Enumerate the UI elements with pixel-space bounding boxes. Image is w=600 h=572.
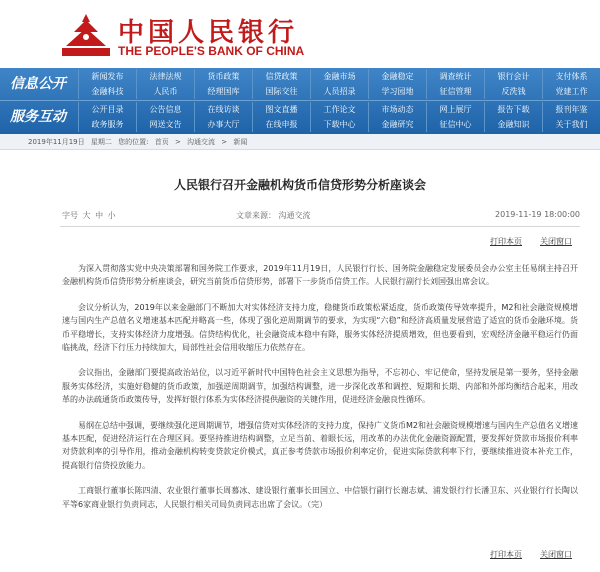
nav-link[interactable]: 新闻发布 (78, 69, 136, 84)
nav-links (78, 102, 600, 133)
article-paragraph: 会议指出，金融部门要提高政治站位，以习近平新时代中国特色社会主义思想为指导，不忘初心、牢记使命，坚持发展是第一要务，坚持金融服务实体经济，实施好稳健的货币政策，加强逆周期调节，加强结构调整，进一步深化改革和调控、短期和长期、内部和外部均衡结合起来，用改革的办法疏通货币政策传导，发挥好银行体系为实体经济提供融资的关键作用，促进经济金融良性循环。 (62, 368, 578, 405)
font-size-large[interactable]: 大 (82, 211, 91, 220)
breadcrumb-separator: > (174, 138, 181, 146)
current-date: 2019年11月19日 (28, 138, 85, 146)
current-weekday: 星期二 (90, 138, 112, 146)
site-header (0, 0, 600, 68)
breadcrumb-separator: > (221, 138, 228, 146)
article-meta (60, 210, 580, 224)
nav-link[interactable]: 经理国库 (194, 84, 252, 99)
nav-links (78, 69, 600, 100)
nav-link[interactable]: 银行会计 (484, 69, 542, 84)
nav-link[interactable]: 在线申报 (252, 117, 310, 132)
nav-link[interactable]: 报告下载 (484, 102, 542, 117)
nav-link[interactable]: 金融知识 (484, 117, 542, 132)
article-title: 人民银行召开金融机构货币信贷形势分析座谈会 (173, 178, 426, 192)
nav-link[interactable]: 征信中心 (426, 117, 484, 132)
nav-link[interactable]: 调查统计 (426, 69, 484, 84)
nav-link[interactable]: 关于我们 (542, 117, 600, 132)
article-actions-top (0, 236, 600, 248)
article-datetime: 2019-11-19 18:00:00 (495, 210, 580, 219)
font-size-label: 字号 (62, 211, 78, 220)
source-label: 文章来源： (236, 211, 276, 220)
nav-link[interactable]: 人员招录 (310, 84, 368, 99)
print-page-link[interactable]: 打印本页 (490, 550, 522, 559)
nav-group-title: 服务互动 (10, 109, 66, 125)
article-paragraph: 会议分析认为，2019年以来金融部门不断加大对实体经济支持力度，稳健货币政策松紧适度，货币政策传导效率提升，M2和社会融资规模增速与国内生产总值名义增速基本匹配并略高一些，体现了强化逆周期调节的要求，为实现“六稳”和经济高质量发展营造了适宜的货币金融环境。货币平稳增长，支持实体经济力度增强。信贷结构优化，社会融资成本稳中有降，服务实体经济提质增效，但也要看到，宏观经济金融平稳运行仍面临挑战，经济下行压力持续加大，局部性社会信用收缩压力依然存在。 (62, 302, 578, 353)
breadcrumb (28, 134, 251, 150)
article-source (236, 210, 311, 221)
nav-link[interactable]: 党建工作 (542, 84, 600, 99)
breadcrumb-news[interactable]: 新闻 (233, 138, 248, 146)
nav-link[interactable]: 金融稳定 (368, 69, 426, 84)
nav-link[interactable]: 金融市场 (310, 69, 368, 84)
location-label: 您的位置: (118, 138, 149, 146)
nav-group-title: 信息公开 (10, 76, 66, 92)
nav-link[interactable]: 工作论文 (310, 102, 368, 117)
nav-link[interactable]: 学习园地 (368, 84, 426, 99)
pboc-emblem-icon (60, 12, 112, 58)
breadcrumb-bar (0, 134, 600, 150)
brand-name-en: THE PEOPLE'S BANK OF CHINA (118, 44, 305, 58)
nav-link[interactable]: 下载中心 (310, 117, 368, 132)
brand-name-cn: 中国人民银行 (118, 18, 299, 48)
nav-link[interactable]: 国际交往 (252, 84, 310, 99)
nav-link[interactable]: 人民币 (136, 84, 194, 99)
font-size-small[interactable]: 小 (107, 211, 116, 220)
nav-link[interactable]: 支付体系 (542, 69, 600, 84)
nav-link[interactable]: 货币政策 (194, 69, 252, 84)
article-paragraph: 工商银行董事长陈四清、农业银行董事长周慕冰、建设银行董事长田国立、中信银行副行长谢志斌、浦发银行行长潘卫东、兴业银行行长陶以平等6家商业银行负责同志，人民银行相关司局负责同志出席了会议。（完） (62, 486, 578, 509)
nav-link[interactable]: 征信管理 (426, 84, 484, 99)
main-nav (0, 68, 600, 134)
print-page-link[interactable]: 打印本页 (490, 237, 522, 246)
source-value: 沟通交流 (278, 211, 311, 220)
nav-link[interactable]: 图文直播 (252, 102, 310, 117)
breadcrumb-communication[interactable]: 沟通交流 (187, 138, 216, 146)
nav-link[interactable]: 政务服务 (78, 117, 136, 132)
nav-link[interactable]: 信贷政策 (252, 69, 310, 84)
nav-link[interactable]: 网送文告 (136, 117, 194, 132)
close-window-link[interactable]: 关闭窗口 (540, 237, 572, 246)
article-actions-bottom (0, 549, 600, 561)
nav-row-info (0, 68, 600, 101)
nav-link[interactable]: 在线访谈 (194, 102, 252, 117)
nav-link[interactable]: 公告信息 (136, 102, 194, 117)
nav-link[interactable]: 市场动态 (368, 102, 426, 117)
nav-link[interactable]: 金融研究 (368, 117, 426, 132)
divider (60, 226, 580, 227)
font-size-switcher (60, 210, 116, 221)
breadcrumb-home[interactable]: 首页 (154, 138, 169, 146)
nav-link[interactable]: 法律法规 (136, 69, 194, 84)
article-body (62, 262, 578, 523)
nav-link[interactable]: 办事大厅 (194, 117, 252, 132)
close-window-link[interactable]: 关闭窗口 (540, 550, 572, 559)
nav-link[interactable]: 报刊年鉴 (542, 102, 600, 117)
article-paragraph: 易纲在总结中强调，要继续强化逆周期调节，增强信贷对实体经济的支持力度，保持广义货币M2和社会融资规模增速与国内生产总值名义增速基本匹配，促进经济运行在合理区间。要坚持推进结构调整，立足当前、着眼长远，用改革的办法优化金融资源配置，要发挥好贷款市场报价利率对贷款利率的引导作用，推动金融机构转变贷款定价模式，真正参考贷款市场报价利率定价，促进实际贷款利率下行，要继续推进资本补充工作，提高银行信贷投放能力。 (62, 420, 578, 470)
nav-link[interactable]: 公开目录 (78, 102, 136, 117)
nav-link[interactable]: 反洗钱 (484, 84, 542, 99)
article-paragraph: 为深入贯彻落实党中央决策部署和国务院工作要求，2019年11月19日，人民银行行长、国务院金融稳定发展委员会办公室主任易纲主持召开金融机构货币信贷形势分析座谈会，研究当前货币信贷形势，部署下一步货币信贷工作。人民银行副行长刘国强出席会议。 (62, 264, 578, 287)
nav-row-service (0, 101, 600, 134)
nav-link[interactable]: 金融科技 (78, 84, 136, 99)
font-size-medium[interactable]: 中 (95, 211, 104, 220)
nav-link[interactable]: 网上展厅 (426, 102, 484, 117)
